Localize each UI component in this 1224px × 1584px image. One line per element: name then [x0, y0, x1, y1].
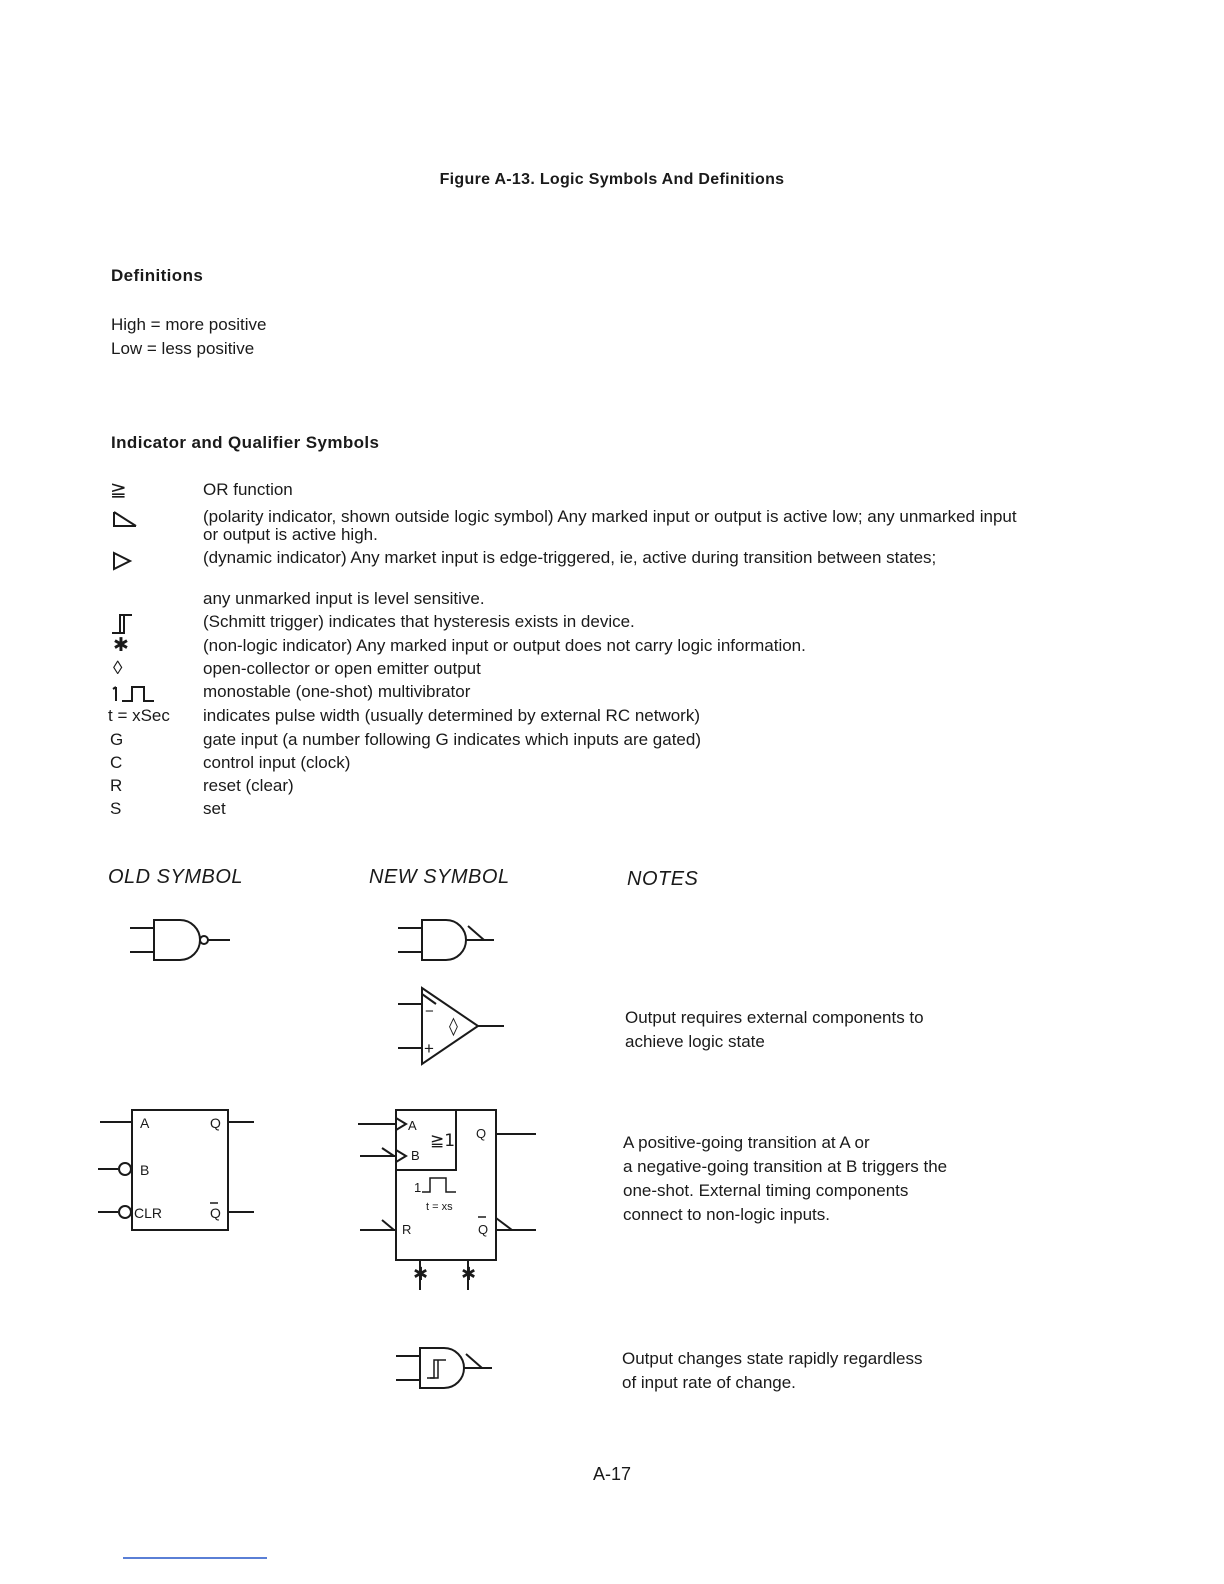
indicator-text: control input (clock) — [203, 753, 351, 772]
new-oneshot-q-label: Q — [476, 1126, 487, 1141]
new-nand-gate-symbol — [396, 918, 496, 962]
indicator-text: (Schmitt trigger) indicates that hysteresis exists in device. — [203, 612, 635, 631]
old-oneshot-qbar-label: Q — [210, 1205, 221, 1221]
polarity-indicator-icon — [112, 510, 138, 528]
old-symbol-header: OLD SYMBOL — [108, 866, 244, 888]
page-number: A-17 — [592, 1464, 632, 1484]
note-line: one-shot. External timing components — [623, 1181, 909, 1200]
schmitt-trigger-icon — [110, 613, 136, 635]
indicator-text: (dynamic indicator) Any market input is edge-triggered, ie, active during transition between states; — [203, 548, 937, 567]
comparator-oc-label: ◊ — [449, 1016, 458, 1037]
indicator-text: reset (clear) — [203, 776, 294, 795]
nonlogic-input-icon: ✱ — [413, 1264, 429, 1285]
control-symbol: C — [110, 753, 123, 772]
indicator-text: open-collector or open emitter output — [203, 659, 481, 678]
note-line: connect to non-logic inputs. — [623, 1205, 830, 1224]
note-line: achieve logic state — [625, 1032, 765, 1051]
new-oneshot-or-label: ≧1 — [430, 1131, 456, 1151]
definition-low: Low = less positive — [111, 339, 255, 358]
note-comparator — [625, 1006, 924, 1054]
indicator-text: monostable (one-shot) multivibrator — [203, 682, 471, 701]
indicator-text: gate input (a number following G indicates which inputs are gated) — [203, 730, 702, 749]
monostable-icon — [110, 683, 170, 703]
indicator-text: OR function — [203, 480, 293, 499]
pulse-width-symbol: t = xSec — [108, 706, 170, 725]
new-oneshot-r-label: R — [402, 1222, 412, 1237]
note-line: Output requires external components to — [625, 1008, 924, 1027]
figure-caption: Figure A-13. Logic Symbols And Definitions — [439, 171, 785, 188]
nonlogic-input-icon: ✱ — [461, 1264, 477, 1285]
notes-header: NOTES — [627, 868, 699, 890]
open-collector-symbol: ◊ — [113, 658, 123, 679]
old-nand-gate-symbol — [128, 918, 232, 962]
new-oneshot-a-label: A — [408, 1118, 417, 1133]
indicator-text: (non-logic indicator) Any marked input or output does not carry logic information. — [203, 636, 806, 655]
gate-symbol: G — [110, 730, 124, 749]
note-oneshot — [623, 1131, 947, 1227]
reset-symbol: R — [110, 776, 123, 795]
note-line: of input rate of change. — [622, 1373, 796, 1392]
note-line: a negative-going transition at B triggers the — [623, 1157, 948, 1176]
schmitt-nand-gate-symbol — [394, 1346, 494, 1390]
indicator-text: set — [203, 799, 226, 818]
dynamic-indicator-icon — [112, 551, 132, 571]
new-oneshot-pulse-label: 1 — [414, 1180, 422, 1195]
indicator-text: (polarity indicator, shown outside logic symbol) Any marked input or output is active low; any unmarked input or output is active high. — [203, 507, 1017, 544]
comparator-plus-label: + — [424, 1039, 434, 1058]
old-oneshot-symbol — [96, 1108, 256, 1232]
definitions-heading: Definitions — [111, 266, 204, 285]
pulse-icon — [422, 1178, 456, 1192]
new-oneshot-t-label: t = xs — [426, 1201, 453, 1213]
old-oneshot-a-label: A — [140, 1115, 150, 1131]
set-symbol: S — [110, 799, 122, 818]
or-symbol: ≧ — [110, 479, 127, 501]
old-oneshot-q-label: Q — [210, 1115, 221, 1131]
new-symbol-header: NEW SYMBOL — [369, 866, 510, 888]
note-line: Output changes state rapidly regardless — [622, 1349, 923, 1368]
footer-rule — [123, 1557, 267, 1559]
new-oneshot-qbar-label: Q — [478, 1222, 489, 1237]
nonlogic-symbol: ✱ — [113, 635, 129, 656]
comparator-minus-label: − — [425, 1003, 434, 1020]
old-oneshot-b-label: B — [140, 1162, 150, 1178]
comparator-symbol — [396, 986, 506, 1070]
note-schmitt — [622, 1347, 923, 1395]
definition-high: High = more positive — [111, 315, 267, 334]
indicator-text: indicates pulse width (usually determined by external RC network) — [203, 706, 701, 725]
indicators-heading: Indicator and Qualifier Symbols — [111, 433, 380, 452]
note-line: A positive-going transition at A or — [623, 1133, 870, 1152]
new-oneshot-symbol — [356, 1106, 540, 1296]
old-oneshot-clr-label: CLR — [134, 1205, 163, 1221]
new-oneshot-b-label: B — [411, 1148, 420, 1163]
indicator-text: any unmarked input is level sensitive. — [203, 589, 485, 608]
